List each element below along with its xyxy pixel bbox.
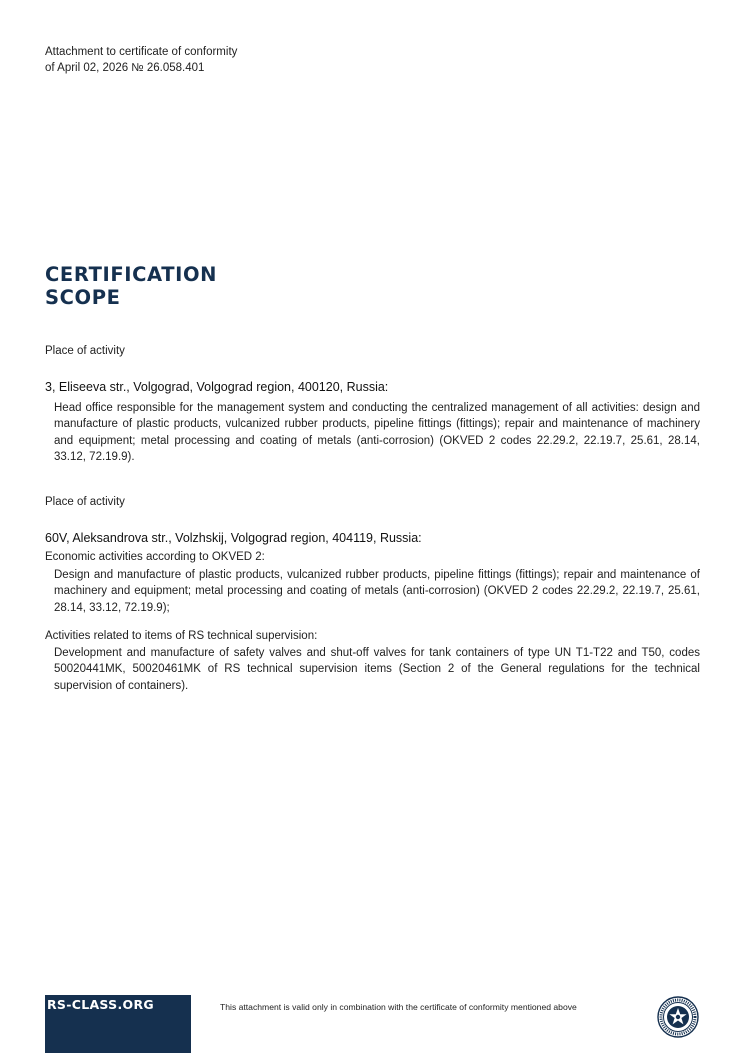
okved-text: Design and manufacture of plastic products, vulcanized rubber products, pipeline fittings (fittings); repair and maintenance of machinery and equipment; metal processing and coating of metals (anti-corrosion) (OKVED 2 codes 22.29.2, 22.19.7, 25.61, 28.14, 33.12, 72.19.9); <box>54 569 700 614</box>
place-label-1: Place of activity <box>45 345 125 357</box>
address-1: 3, Eliseeva str., Volgograd, Volgograd region, 400120, Russia: <box>45 380 389 394</box>
description-1: Head office responsible for the management system and conducting the centralized management of all activities: design and manufacture of plastic products, vulcanized rubber products, pipeline fittings (fittings); repair and maintenance of machinery and equipment; metal processing and coating of metals (anti-corrosion) (OKVED 2 codes 22.29.2, 22.19.7, 25.61, 28.14, 33.12, 72.19.9). <box>54 402 700 463</box>
logo-text: RS-CLASS.ORG <box>47 997 154 1012</box>
place-label-2: Place of activity <box>45 496 125 508</box>
document-header <box>45 45 237 76</box>
rs-text: Development and manufacture of safety valves and shut-off valves for tank containers of type UN T1-T22 and T50, codes 50020441MK, 50020461MK of RS technical supervision items (Section 2 of the General regulations for the technical supervision of containers). <box>54 647 700 692</box>
rs-seal-icon <box>657 996 699 1038</box>
footer-note: This attachment is valid only in combination with the certificate of conformity mentioned above <box>220 1002 577 1012</box>
header-line-1: Attachment to certificate of conformity <box>45 46 238 58</box>
rs-class-logo-box[interactable] <box>45 995 191 1053</box>
okved-heading: Economic activities according to OKVED 2: <box>45 551 265 563</box>
title-line-2: SCOPE <box>45 286 121 309</box>
rs-heading: Activities related to items of RS technical supervision: <box>45 630 318 642</box>
page-title <box>45 263 217 309</box>
title-line-1: CERTIFICATION <box>45 263 218 286</box>
address-2: 60V, Aleksandrova str., Volzhskij, Volgograd region, 404119, Russia: <box>45 531 422 545</box>
header-line-2: of April 02, 2026 № 26.058.401 <box>45 61 205 74</box>
